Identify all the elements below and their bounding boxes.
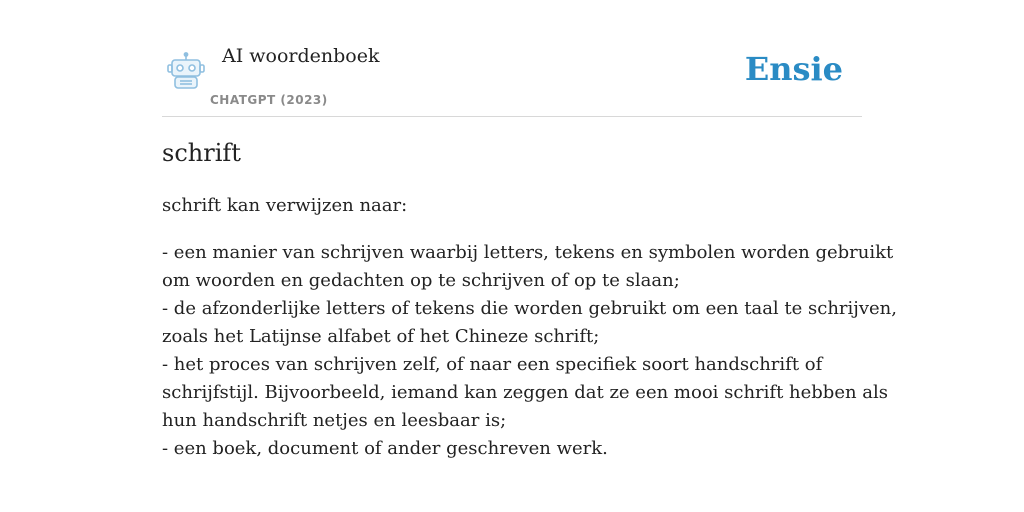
entry-term: schrift [162,139,241,167]
definition-line: schrijfstijl. Bijvoorbeeld, iemand kan zeggen dat ze een mooi schrift hebben als [162,382,889,403]
definition-text [162,239,897,463]
definition-line: - de afzonderlijke letters of tekens die worden gebruikt om een taal te schrijven, [162,298,897,319]
robot-icon [165,52,207,90]
entry-intro: schrift kan verwijzen naar: [162,195,408,216]
source-title: AI woordenboek [222,45,380,67]
definition-line: - een boek, document of ander geschreven werk. [162,438,608,459]
definition-line: - een manier van schrijven waarbij letters, tekens en symbolen worden gebruikt [162,242,894,263]
definition-line: zoals het Latijnse alfabet of het Chineze schrift; [162,326,600,347]
definition-line: om woorden en gedachten op te schrijven of op te slaan; [162,270,680,291]
definition-line: - het proces van schrijven zelf, of naar een specifiek soort handschrift of [162,354,823,375]
source-header [162,0,862,117]
definition-line: hun handschrift netjes en leesbaar is; [162,410,507,431]
brand-logo[interactable]: Ensie [744,50,843,88]
dictionary-card [162,0,897,459]
source-subtitle: CHATGPT (2023) [210,93,328,107]
